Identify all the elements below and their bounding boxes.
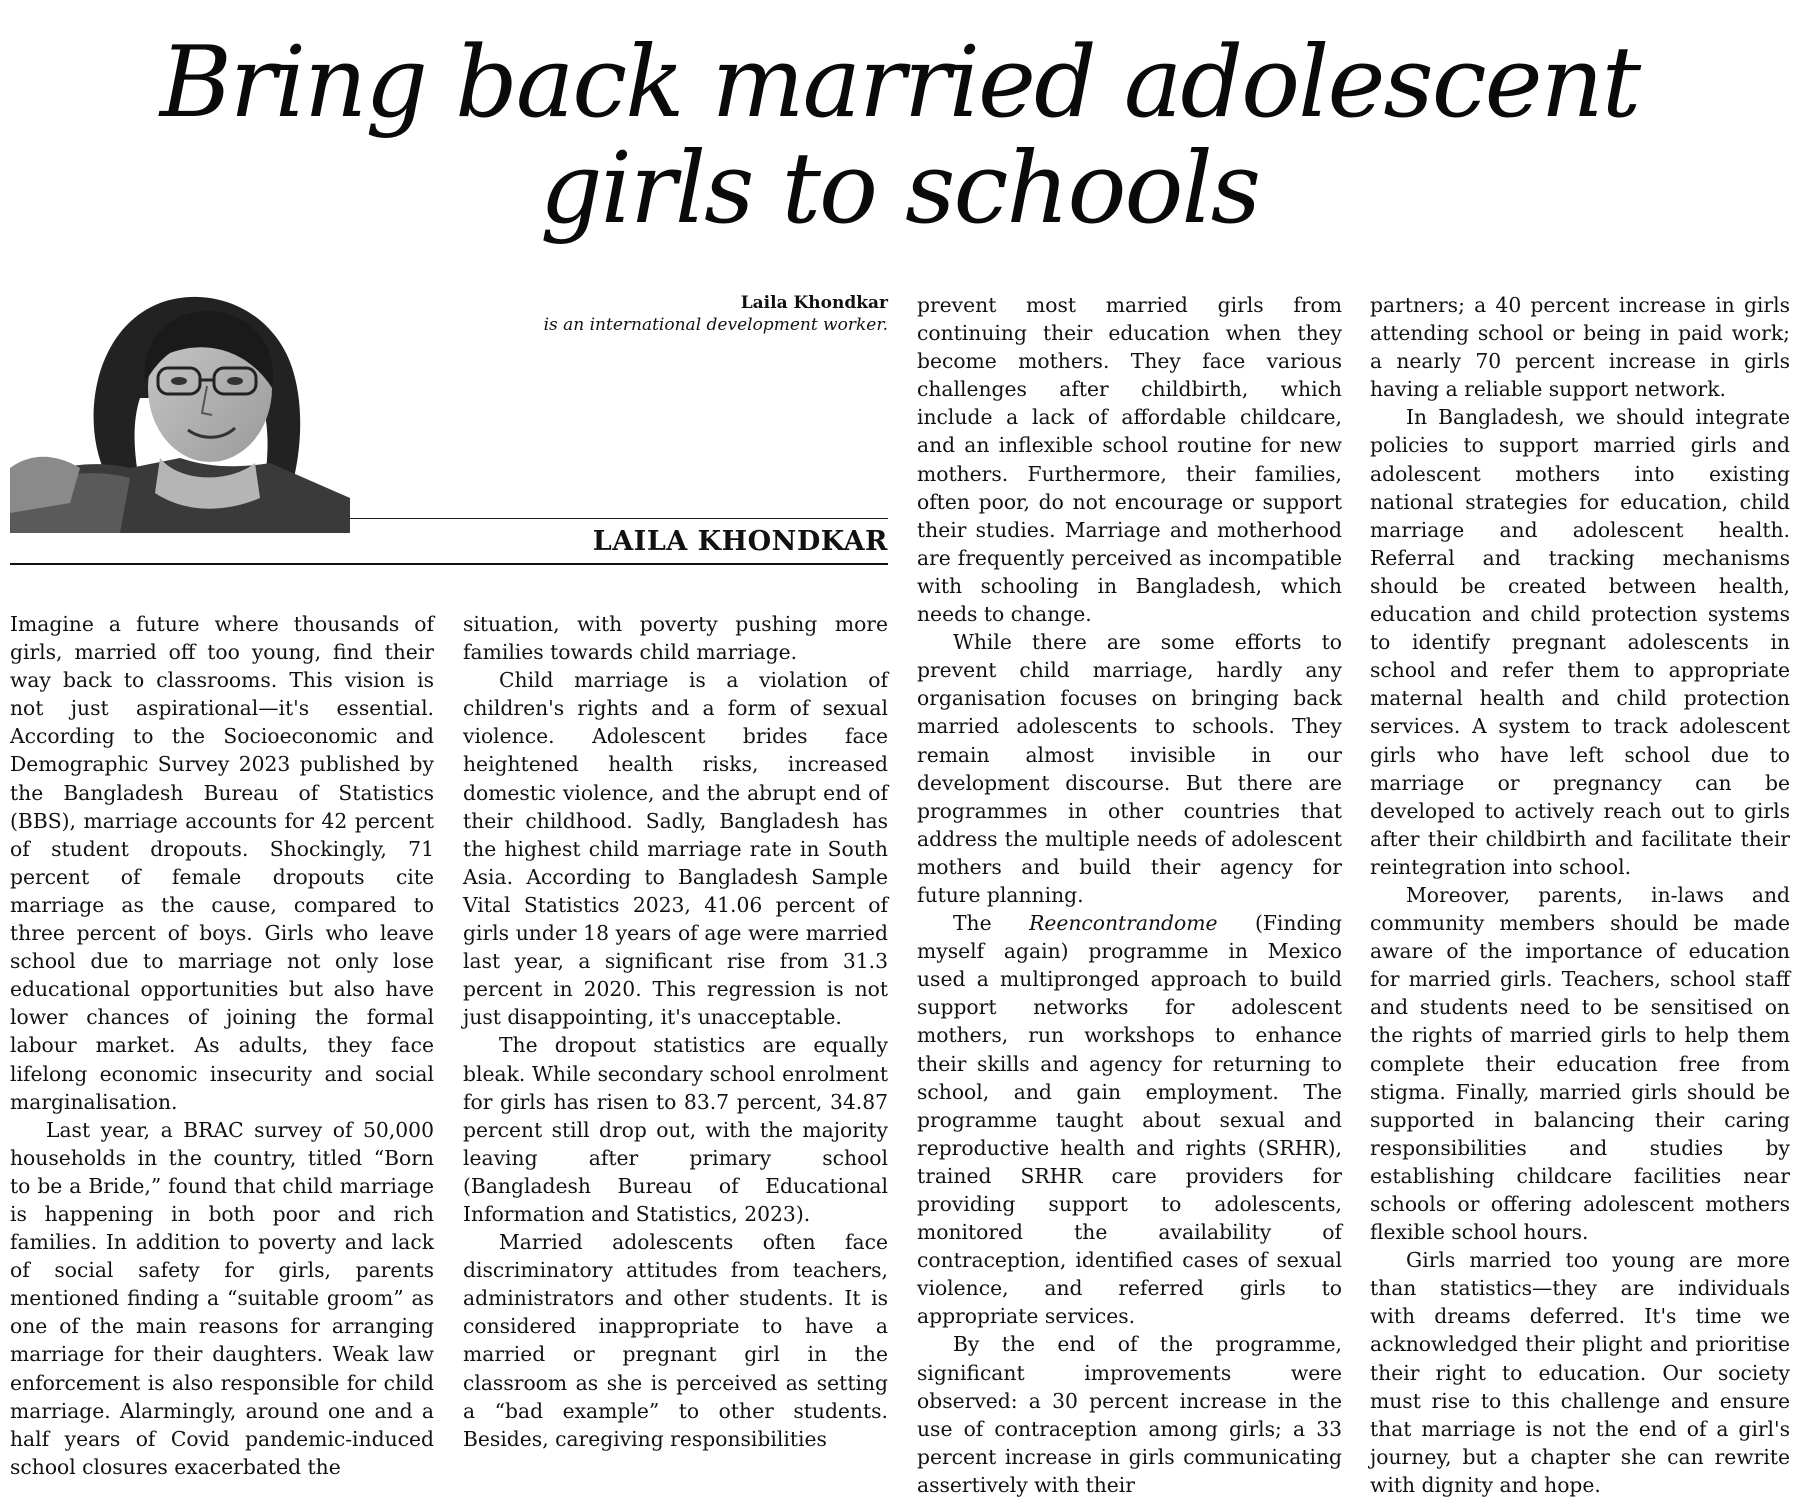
article-column-4 bbox=[1370, 291, 1790, 1499]
header-divider bbox=[10, 563, 888, 565]
paragraph: partners; a 40 percent increase in girls attending school or being in paid work; a nearly 70 percent increase in girls having a reliable support network. bbox=[1370, 293, 1790, 402]
author-byline bbox=[544, 292, 888, 336]
byline-divider bbox=[350, 518, 888, 519]
paragraph: In Bangladesh, we should integrate policies to support married girls and adolescent mothers into existing national strategies for education, child marriage and adolescent health. Referral and tracking mechanisms should be created between health, education and child protection systems to identify pregnant adolescents in school and refer them to appropriate maternal health and child protection services. A system to track adolescent girls who have left school due to marriage or pregnancy can be developed to actively reach out to girls after their childbirth and facilitate their reintegration into school. bbox=[1370, 405, 1790, 879]
author-role: is an international development worker. bbox=[543, 315, 888, 335]
programme-name: Reencontrandome bbox=[1029, 911, 1218, 936]
author-name: Laila Khondkar bbox=[740, 293, 888, 313]
headline-line-2: girls to schools bbox=[539, 132, 1260, 246]
paragraph: While there are some efforts to prevent child marriage, hardly any organisation focuses on bringing back married adolescents to schools. They remain almost invisible in our development discourse. But there are programmes in other countries that address the multiple needs of adolescent mothers and build their agency for future planning. bbox=[917, 630, 1342, 907]
paragraph: The dropout statistics are equally bleak. While secondary school enrolment for girls has risen to 83.7 percent, 34.87 percent still drop out, with the majority leaving after primary school (Bangladesh Bureau of Educational Information and Statistics, 2023). bbox=[463, 1033, 888, 1226]
paragraph: By the end of the programme, significant improvements were observed: a 30 percent increase in the use of contraception among girls; a 33 percent increase in girls communicating assertively with their bbox=[917, 1332, 1342, 1497]
paragraph: Married adolescents often face discriminatory attitudes from teachers, administrators and other students. It is considered inappropriate to have a married or pregnant girl in the classroom as she is perceived as setting a “bad example” to other students. Besides, caregiving responsibilities bbox=[463, 1230, 888, 1451]
paragraph bbox=[917, 909, 1342, 1330]
article-column-2 bbox=[463, 610, 888, 1453]
paragraph: Child marriage is a violation of children's rights and a form of sexual violence. Adolescent brides face heightened health risks, increased domestic violence, and the abrupt end of their childhood. Sadly, Bangladesh has the highest child marriage rate in South Asia. According to Bangladesh Sample Vital Statistics 2023, 41.06 percent of girls under 18 years of age were married last year, a significant rise from 31.3 percent in 2020. This regression is not just disappointing, it's unacceptable. bbox=[463, 668, 888, 1030]
headline bbox=[20, 26, 1779, 246]
paragraph: Last year, a BRAC survey of 50,000 households in the country, titled “Born to be a Bride,” found that child marriage is happening in both poor and rich families. In addition to poverty and lack of social safety for girls, parents mentioned finding a “suitable groom” as one of the main reasons for arranging marriage for their daughters. Weak law enforcement is also responsible for child marriage. Alarmingly, around one and a half years of Covid pandemic-induced school closures exacerbated the bbox=[10, 1117, 434, 1479]
paragraph: situation, with poverty pushing more families towards child marriage. bbox=[463, 612, 888, 665]
paragraph: Imagine a future where thousands of girls, married off too young, find their way back to classrooms. This vision is not just aspirational—it's essential. According to the Socioeconomic and Demographic Survey 2023 published by the Bangladesh Bureau of Statistics (BBS), marriage accounts for 42 percent of student dropouts. Shockingly, 71 percent of female dropouts cite marriage as the cause, compared to three percent of boys. Girls who leave school due to marriage not only lose educational opportunities but also have lower chances of joining the formal labour market. As adults, they face lifelong economic insecurity and social marginalisation. bbox=[10, 612, 434, 1114]
paragraph-text: (Finding myself again) programme in Mexico used a multipronged approach to build support networks for adolescent mothers, run workshops to enhance their skills and agency for returning to school, and gain employment. The programme taught about sexual and reproductive health and rights (SRHR), trained SRHR care providers for providing support to adolescents, monitored the availability of contraception, identified cases of sexual violence, and referred girls to appropriate services. bbox=[917, 911, 1342, 1329]
paragraph: prevent most married girls from continuing their education when they become mothers. They face various challenges after childbirth, which include a lack of affordable childcare, and an inflexible school routine for new mothers. Furthermore, their families, often poor, do not encourage or support their studies. Marriage and motherhood are frequently perceived as incompatible with schooling in Bangladesh, which needs to change. bbox=[917, 293, 1342, 627]
headline-line-1: Bring back married adolescent bbox=[159, 26, 1640, 140]
paragraph: Moreover, parents, in-laws and community members should be made aware of the importance of education for married girls. Teachers, school staff and students need to be sensitised on the rights of married girls to help them complete their education free from stigma. Finally, married girls should be supported in balancing their caring responsibilities and studies by establishing childcare facilities near schools or offering adolescent mothers flexible school hours. bbox=[1370, 882, 1790, 1245]
author-name-caps: LAILA KHONDKAR bbox=[592, 526, 888, 557]
author-portrait-image bbox=[10, 268, 350, 533]
article-column-3 bbox=[917, 291, 1342, 1499]
author-portrait bbox=[10, 268, 350, 533]
article-column-1 bbox=[10, 610, 434, 1481]
paragraph-text: The bbox=[953, 911, 1030, 936]
paragraph: Girls married too young are more than statistics—they are individuals with dreams deferred. It's time we acknowledged their plight and prioritise their right to education. Our society must rise to this challenge and ensure that marriage is not the end of a girl's journey, but a chapter she can rewrite with dignity and hope. bbox=[1370, 1248, 1790, 1497]
